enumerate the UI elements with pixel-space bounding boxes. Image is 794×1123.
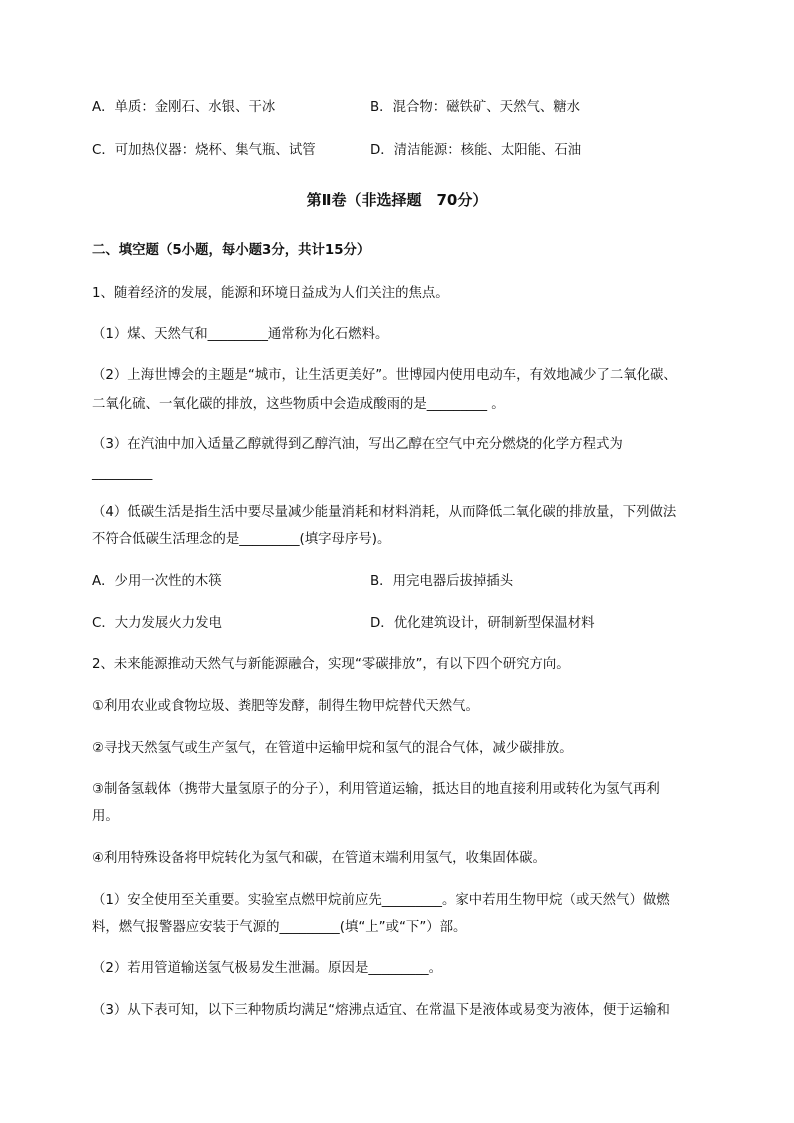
- option-d-prev: D．清洁能源：核能、太阳能、石油: [370, 143, 582, 158]
- question-1-option-a: A．少用一次性的木筷: [92, 574, 222, 589]
- question-1-part-4-line-1: （4）低碳生活是指生活中要尽量减少能量消耗和材料消耗，从而降低二氧化碳的排放量，下列做法: [92, 505, 677, 520]
- question-2-direction-2: ②寻找天然氢气或生产氢气，在管道中运输甲烷和氢气的混合气体，减少碳排放。: [92, 741, 573, 756]
- question-1-part-2-line-1: （2）上海世博会的主题是“城市，让生活更美好”。世博园内使用电动车，有效地减少了二氧化碳、: [92, 368, 677, 383]
- option-c-prev: C．可加热仪器：烧杯、集气瓶、试管: [92, 143, 316, 158]
- question-1-stem: 1、随着经济的发展，能源和环境日益成为人们关注的焦点。: [92, 286, 449, 301]
- part-heading: 二、填空题（5小题，每小题3分，共计15分）: [92, 243, 371, 258]
- question-1-part-3-answer-blank: _________: [92, 466, 153, 481]
- question-2-direction-3-line-1: ③制备氢载体（携带大量氢原子的分子），利用管道运输，抵达目的地直接利用或转化为氢气再利: [92, 782, 660, 797]
- question-1-option-d: D．优化建筑设计，研制新型保温材料: [370, 616, 595, 631]
- question-2-part-1-line-1: （1）安全使用至关重要。实验室点燃甲烷前应先_________。家中若用生物甲烷（或天然气）做燃: [92, 893, 670, 908]
- question-2-part-3-line-1: （3）从下表可知，以下三种物质均满足“熔沸点适宜、在常温下是液体或易变为液体，便于运输和: [92, 1003, 670, 1018]
- question-2-direction-4: ④利用特殊设备将甲烷转化为氢气和碳，在管道末端利用氢气，收集固体碳。: [92, 851, 546, 866]
- option-b-prev: B．混合物：磁铁矿、天然气、糖水: [370, 100, 581, 115]
- question-1-option-b: B．用完电器后拔掉插头: [370, 574, 514, 589]
- question-1-part-1: （1）煤、天然气和_________通常称为化石燃料。: [92, 327, 389, 342]
- question-2-stem: 2、未来能源推动天然气与新能源融合，实现“零碳排放”，有以下四个研究方向。: [92, 657, 570, 672]
- question-2-direction-1: ①利用农业或食物垃圾、粪肥等发酵，制得生物甲烷替代天然气。: [92, 699, 479, 714]
- question-1-part-2-line-2: 二氧化硫、一氧化碳的排放，这些物质中会造成酸雨的是_________ 。: [92, 397, 505, 412]
- question-2-direction-3-line-2: 用。: [92, 809, 119, 824]
- question-2-part-1-line-2: 料，燃气报警器应安装于气源的_________(填“上”或“下”）部。: [92, 920, 467, 935]
- question-1-option-c: C．大力发展火力发电: [92, 616, 222, 631]
- section-title: 第Ⅱ卷（非选择题 70分）: [306, 191, 488, 209]
- question-1-part-3-line-1: （3）在汽油中加入适量乙醇就得到乙醇汽油，写出乙醇在空气中充分燃烧的化学方程式为: [92, 437, 623, 452]
- question-2-part-2: （2）若用管道输送氢气极易发生泄漏。原因是_________。: [92, 961, 442, 976]
- option-a-prev: A．单质：金刚石、水银、干冰: [92, 100, 276, 115]
- question-1-part-4-line-2: 不符合低碳生活理念的是_________(填字母序号)。: [92, 532, 391, 547]
